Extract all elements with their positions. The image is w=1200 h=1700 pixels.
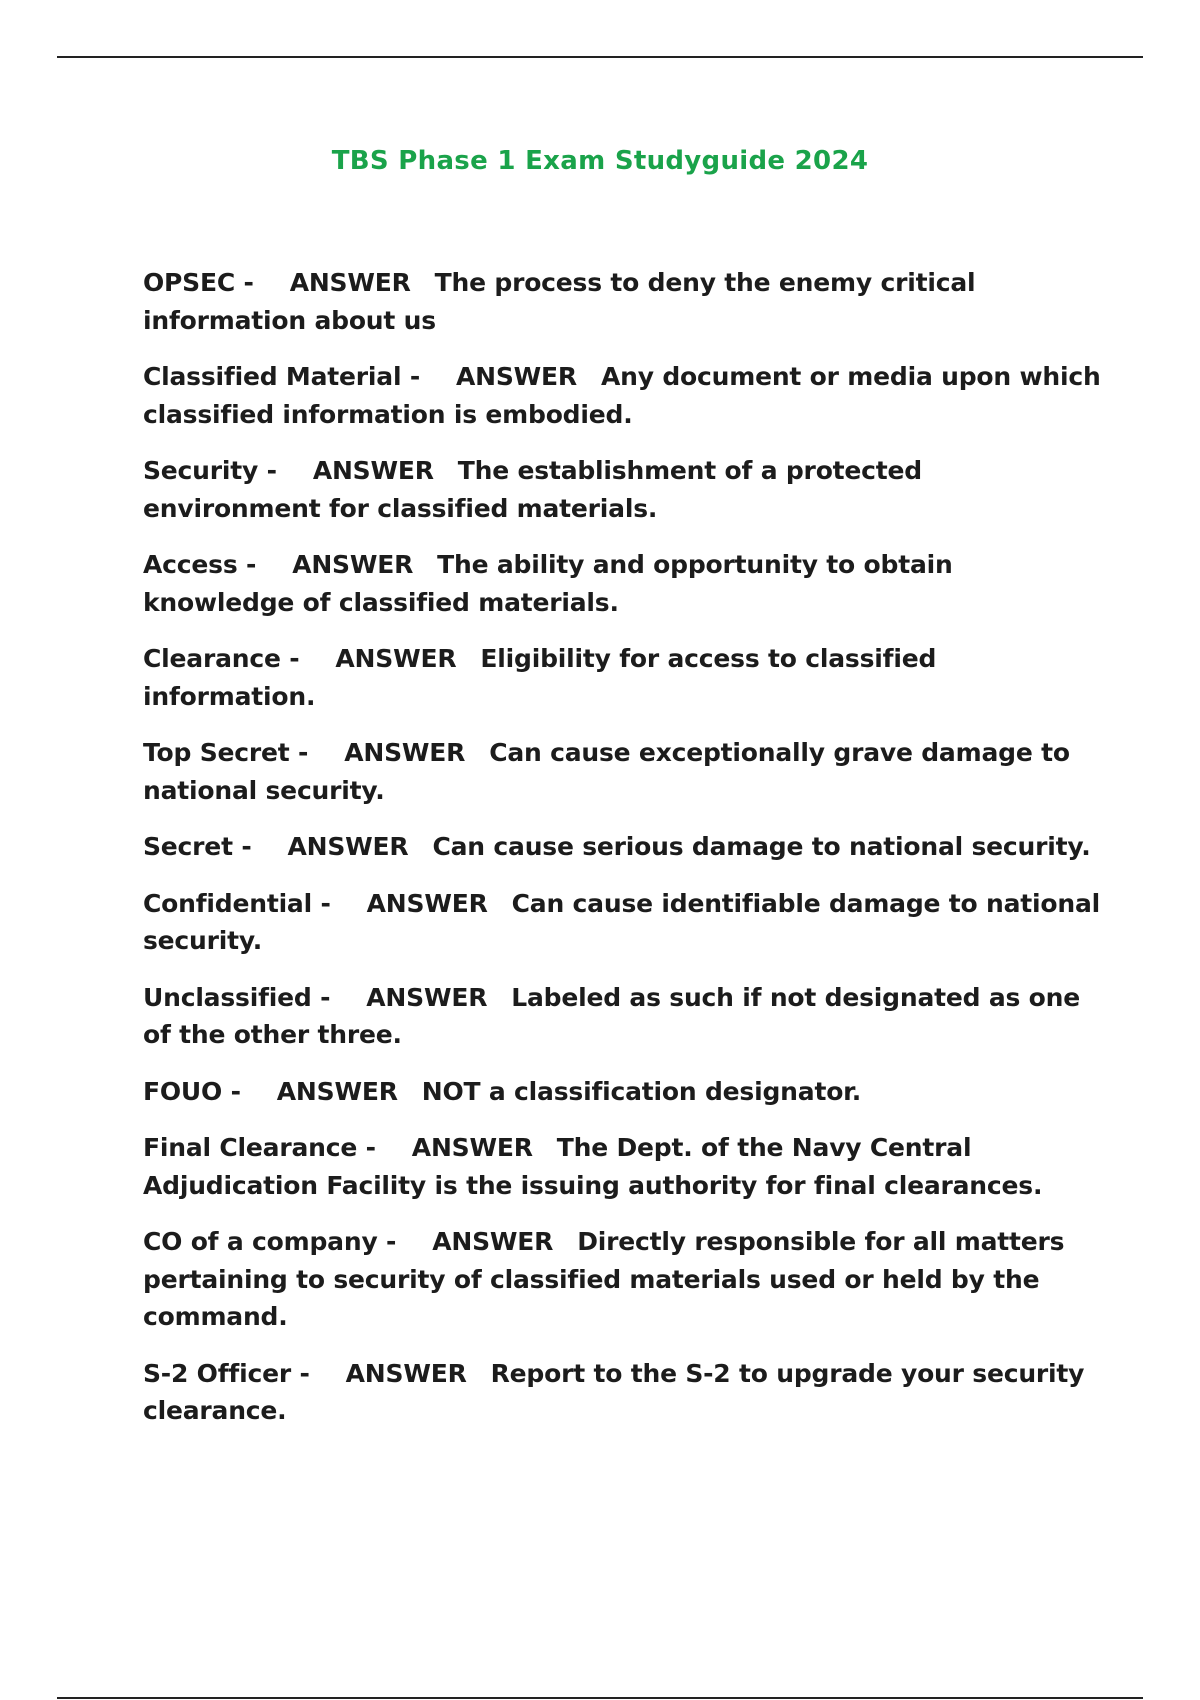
qa-item-co-of-a-company [143, 1223, 1103, 1336]
qa-list [143, 264, 1103, 1449]
term: Security - [143, 456, 277, 485]
qa-item-opsec [143, 264, 1103, 339]
qa-item-secret [143, 828, 1103, 866]
definition: Can cause serious damage to national security. [432, 832, 1091, 861]
answer-label: ANSWER [335, 644, 457, 673]
answer-label: ANSWER [456, 362, 577, 391]
bottom-divider [57, 1697, 1143, 1699]
term: CO of a company - [143, 1227, 397, 1256]
answer-label: ANSWER [344, 738, 466, 767]
term: Top Secret - [143, 738, 309, 767]
definition: The ability and opportunity to obtain knowledge of classified materials. [143, 550, 953, 617]
answer-label: ANSWER [312, 456, 434, 485]
term: Access - [143, 550, 257, 579]
term: Unclassified - [143, 982, 331, 1012]
term: Confidential - [143, 888, 331, 918]
term: Final Clearance - [143, 1133, 376, 1162]
document-title: TBS Phase 1 Exam Studyguide 2024 [331, 146, 869, 176]
answer-label: ANSWER [411, 1133, 533, 1162]
qa-item-unclassified [143, 979, 1103, 1054]
answer-label: ANSWER [292, 550, 414, 579]
qa-item-s2-officer [143, 1355, 1103, 1430]
definition: Can cause exceptionally grave damage to national security. [143, 738, 1070, 805]
definition: Report to the S-2 to upgrade your security clearance. [143, 1358, 1085, 1425]
term: FOUO - [143, 1076, 241, 1106]
qa-item-top-secret [143, 734, 1103, 809]
answer-label: ANSWER [276, 1076, 398, 1106]
definition: The process to deny the enemy critical information about us [143, 268, 976, 335]
definition: Any document or media upon which classified information is embodied. [143, 362, 1101, 429]
definition: The establishment of a protected environment for classified materials. [143, 456, 922, 523]
definition: Eligibility for access to classified information. [143, 644, 937, 711]
top-divider [57, 56, 1143, 58]
qa-item-access [143, 546, 1103, 621]
qa-item-security [143, 452, 1103, 527]
qa-item-classified-material [143, 358, 1103, 433]
definition: Can cause identifiable damage to national security. [143, 888, 1101, 955]
definition: NOT a classification designator. [421, 1076, 862, 1106]
answer-label: ANSWER [289, 268, 411, 297]
qa-item-confidential [143, 885, 1103, 960]
answer-label: ANSWER [432, 1227, 554, 1256]
qa-item-final-clearance [143, 1129, 1103, 1204]
term: S-2 Officer - [143, 1358, 310, 1388]
answer-label: ANSWER [366, 888, 488, 918]
definition: The Dept. of the Navy Central Adjudication Facility is the issuing authority for final clearances. [143, 1133, 1043, 1200]
definition: Labeled as such if not designated as one of the other three. [143, 982, 1081, 1049]
term: OPSEC - [143, 268, 254, 297]
answer-label: ANSWER [345, 1358, 467, 1388]
qa-item-fouo [143, 1073, 1103, 1111]
term: Clearance - [143, 644, 300, 673]
term: Secret - [143, 832, 252, 861]
term: Classified Material - [143, 362, 420, 391]
answer-label: ANSWER [287, 832, 409, 861]
qa-item-clearance [143, 640, 1103, 715]
definition: Directly responsible for all matters pertaining to security of classified materials used or held by the command. [143, 1227, 1065, 1331]
answer-label: ANSWER [366, 982, 488, 1012]
